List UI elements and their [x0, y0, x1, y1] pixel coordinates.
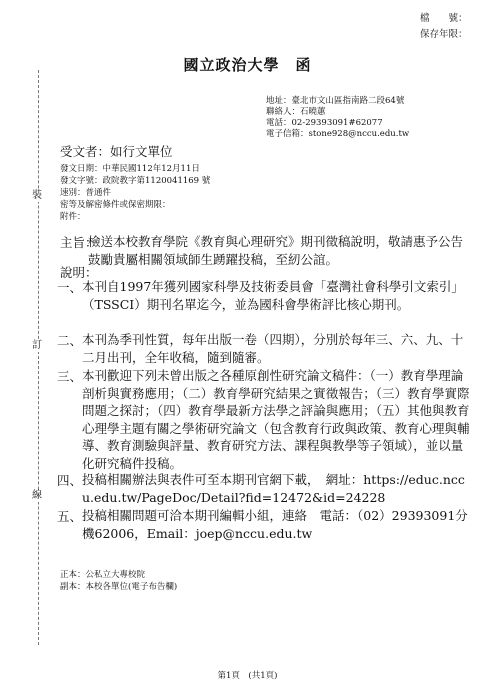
recipient: 受文者：如行文單位 [60, 144, 173, 159]
description-item-1: 本刊自1997年獲列國家科學及技術委員會「臺灣社會科學引文索引」（TSSCI）期刊名單迄今，並為國科會學術評比核心期刊。 [82, 279, 464, 312]
subject-text: 檢送本校教育學院《教育與心理研究》期刊徵稿說明，敬請惠予公告鼓勵貴屬相關領域師生踴躍投稿，至紉公誼。 [88, 234, 464, 267]
contact-email: 電子信箱：stone928@nccu.edu.tw [266, 129, 410, 139]
main-recipient: 正本：公私立大專校院 [60, 570, 146, 580]
item-number: 四、 [56, 473, 82, 488]
subject-label: 主旨： [60, 235, 98, 250]
description-item-4: 投稿相關辦法與表件可至本期刊官網下載， 網址：https://educ.nccu.edu.tw/PageDoc/Detail?fid=12472&id=24228 [82, 472, 465, 505]
contact-phone: 電話：02-29393091#62077 [266, 118, 383, 128]
delivery-speed: 速別：普通件 [60, 188, 112, 198]
security-level: 密等及解密條件或保密期限： [60, 200, 171, 210]
contact-person: 聯絡人：石曉蕙 [266, 107, 326, 117]
description-label: 說明： [60, 265, 98, 280]
item-number: 五、 [56, 509, 82, 524]
binding-line [38, 70, 39, 645]
item-number: 三、 [56, 369, 82, 384]
attachment: 附件： [60, 212, 86, 222]
binding-char-xian: 線 [32, 490, 42, 501]
page-number: 第1頁 (共1頁) [217, 671, 278, 681]
description-item-2: 本刊為季刊性質，每年出版一卷（四期），分別於每年三、六、九、十二月出刊，全年收稿，隨到隨審。 [82, 332, 464, 365]
contact-address: 地址：臺北市文山區指南路二段64號 [266, 96, 405, 106]
item-number: 一、 [56, 280, 82, 295]
item-number: 二、 [56, 333, 82, 348]
issue-date: 發文日期：中華民國112年12月11日 [60, 164, 200, 174]
document-number: 發文字號：政院教字第1120041169 號 [60, 176, 211, 186]
description-item-5: 投稿相關問題可洽本期刊編輯小組，連絡 電話：（02）29393091分機62006，Email：joep@nccu.edu.tw [82, 508, 468, 541]
binding-char-ding: 訂 [32, 340, 42, 351]
description-item-3: 本刊歡迎下列未曾出版之各種原創性研究論文稿件：（一）教育學理論剖析與實務應用；（二）教育學研究結果之實徵報告；（三）教育學實際問題之探討；（四）教育學最新方法學之評論與應用；（五）其他與教育心理學主題有關之學術研究論文（包含教育行政與政策、教育心理與輔導、教育測驗與評量、教育研究方法、課程與教學等子領域），並以量化研究稿件投稿。 [82, 368, 470, 471]
retention-period-label: 保存年限： [420, 29, 468, 40]
copy-recipient: 副本：本校各單位(電子布告欄) [60, 582, 178, 592]
document-title: 國立政治大學 函 [183, 56, 312, 74]
file-number-label: 檔 號： [420, 13, 468, 24]
binding-char-zhuang: 裝 [32, 190, 42, 201]
